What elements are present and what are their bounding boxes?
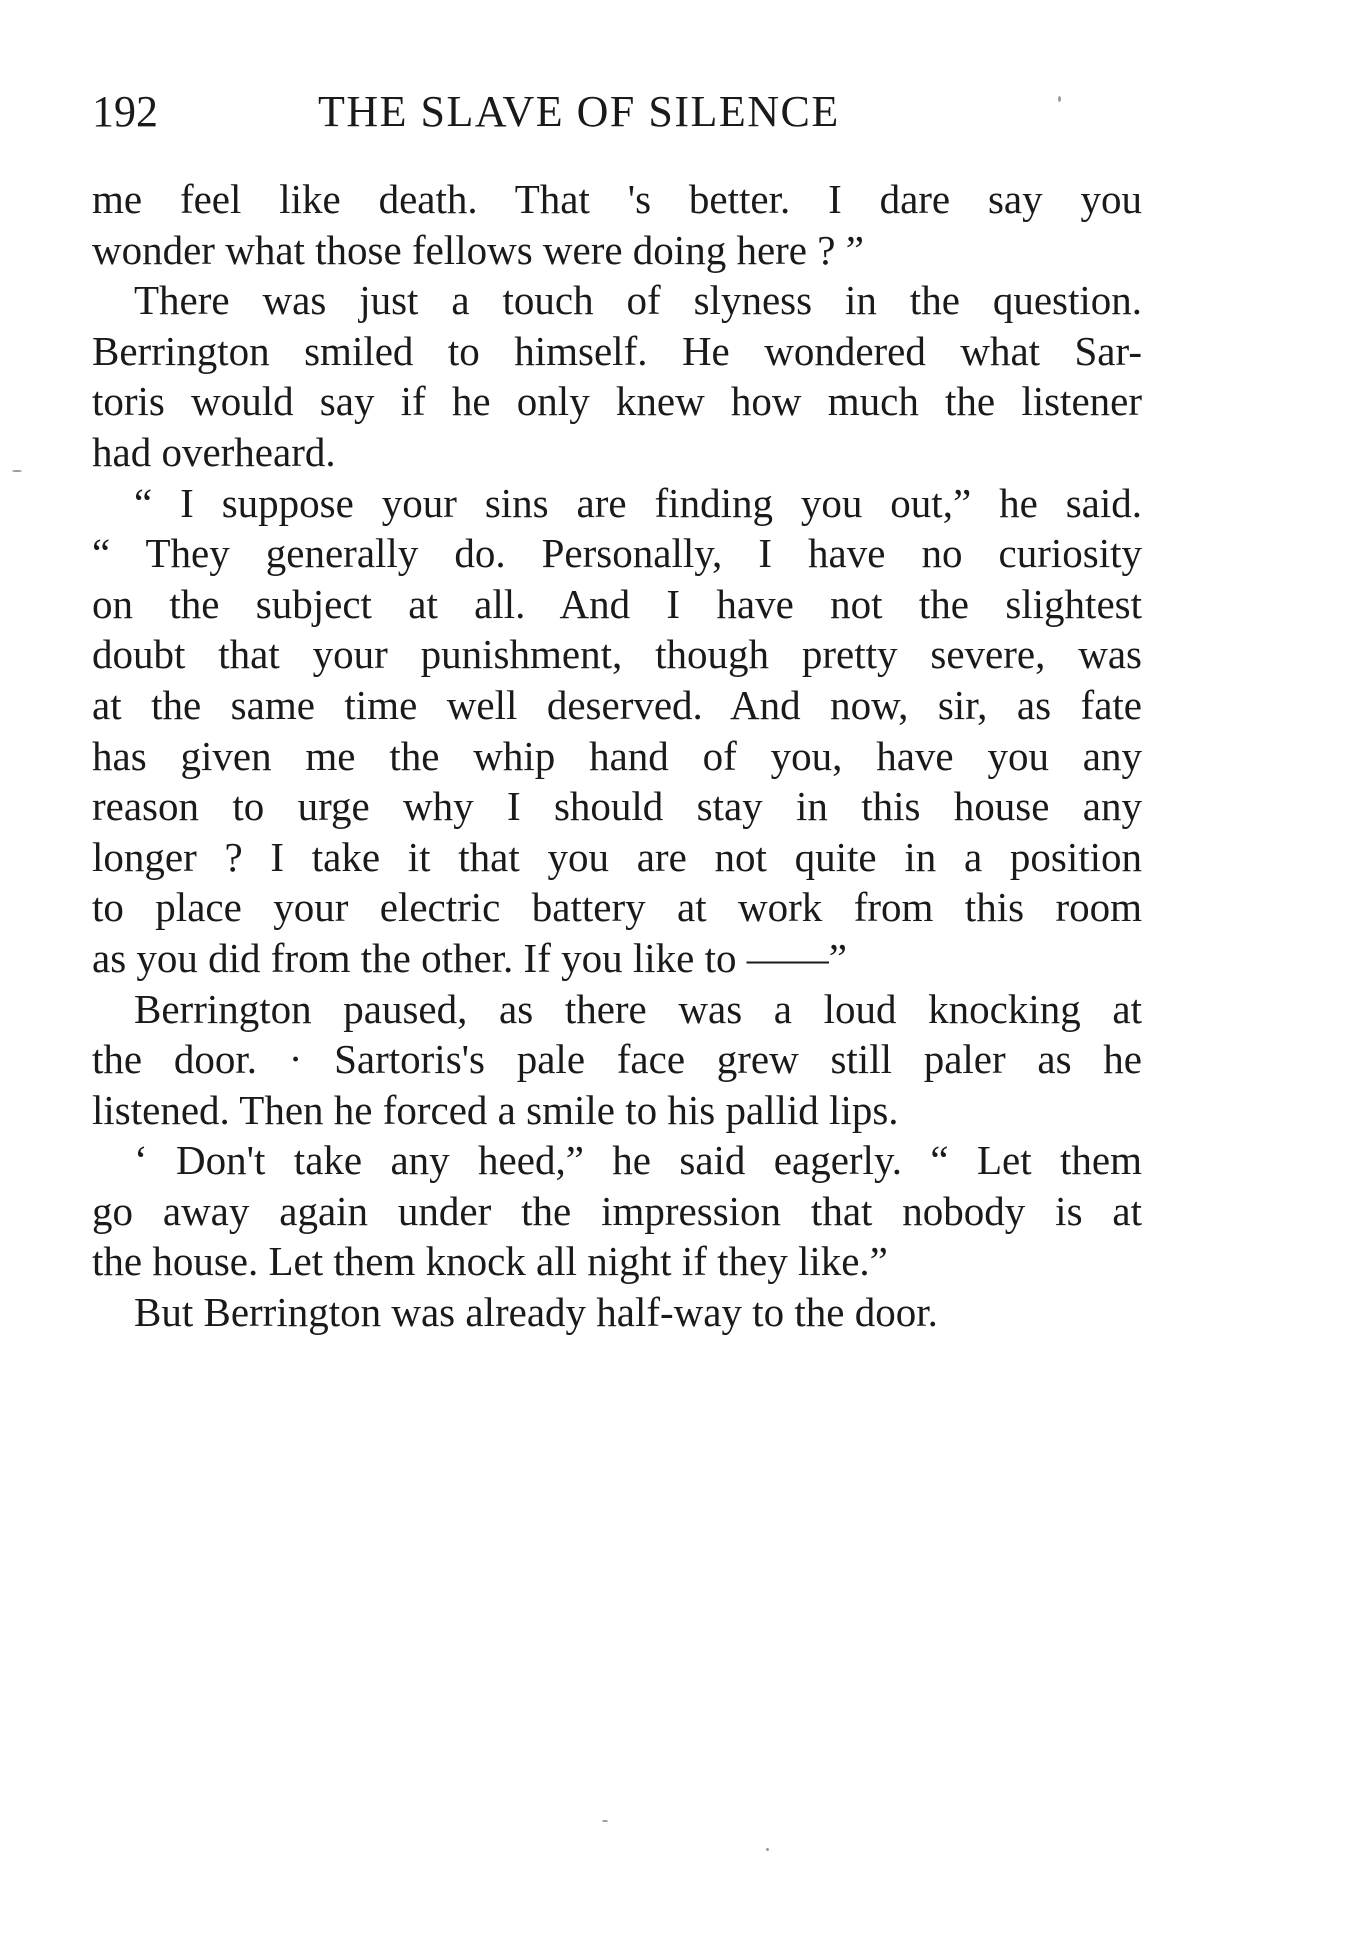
text-line: had overheard.	[92, 428, 336, 475]
running-title: THE SLAVE OF SILENCE	[318, 87, 840, 136]
text-line: on the subject at all. And I have not the slightest	[92, 580, 1142, 627]
text-line: doubt that your punishment, though pretty severe, was	[92, 631, 1142, 678]
paragraph-5	[92, 1135, 1142, 1287]
text-line: ‘ Don't take any heed,” he said eagerly. “ Let them	[134, 1137, 1142, 1184]
body-text	[92, 174, 1142, 1338]
text-line: the door. · Sartoris's pale face grew still paler as he	[92, 1036, 1142, 1083]
text-line: wonder what those fellows were doing here ? ”	[92, 226, 864, 273]
scan-speck	[1058, 96, 1061, 102]
text-line: listened. Then he forced a smile to his pallid lips.	[92, 1086, 899, 1133]
paragraph-3	[92, 478, 1142, 984]
text-line: toris would say if he only knew how much the listener	[92, 378, 1142, 425]
text-line: reason to urge why I should stay in this house any	[92, 783, 1142, 830]
scan-speck	[766, 1848, 769, 1851]
scan-speck	[12, 470, 22, 472]
text-line: the house. Let them knock all night if they like.”	[92, 1238, 888, 1285]
text-line: me feel like death. That 's better. I dare say you	[92, 176, 1142, 222]
text-line: Berrington smiled to himself. He wondered what Sar-	[92, 327, 1142, 374]
paragraph-2	[92, 275, 1142, 477]
text-line: But Berrington was already half-way to the door.	[134, 1289, 938, 1336]
text-line: to place your electric battery at work from this room	[92, 884, 1142, 931]
text-line: There was just a touch of slyness in the question.	[134, 277, 1142, 324]
scan-speck	[602, 1820, 608, 1822]
text-line: as you did from the other. If you like to ——”	[92, 934, 847, 981]
paragraph-1	[92, 174, 1142, 275]
text-line: longer ? I take it that you are not quite in a position	[92, 833, 1142, 880]
paragraph-4	[92, 984, 1142, 1136]
text-line: “ They generally do. Personally, I have no curiosity	[92, 530, 1142, 577]
text-line: “ I suppose your sins are finding you out,” he said.	[134, 479, 1142, 526]
text-line: go away again under the impression that nobody is at	[92, 1187, 1142, 1234]
page-header	[92, 84, 1142, 140]
text-line: Berrington paused, as there was a loud knocking at	[134, 985, 1142, 1032]
text-line: has given me the whip hand of you, have you any	[92, 732, 1142, 779]
text-line: at the same time well deserved. And now, sir, as fate	[92, 681, 1142, 728]
paragraph-6	[92, 1287, 1142, 1338]
page-number: 192	[92, 87, 158, 136]
